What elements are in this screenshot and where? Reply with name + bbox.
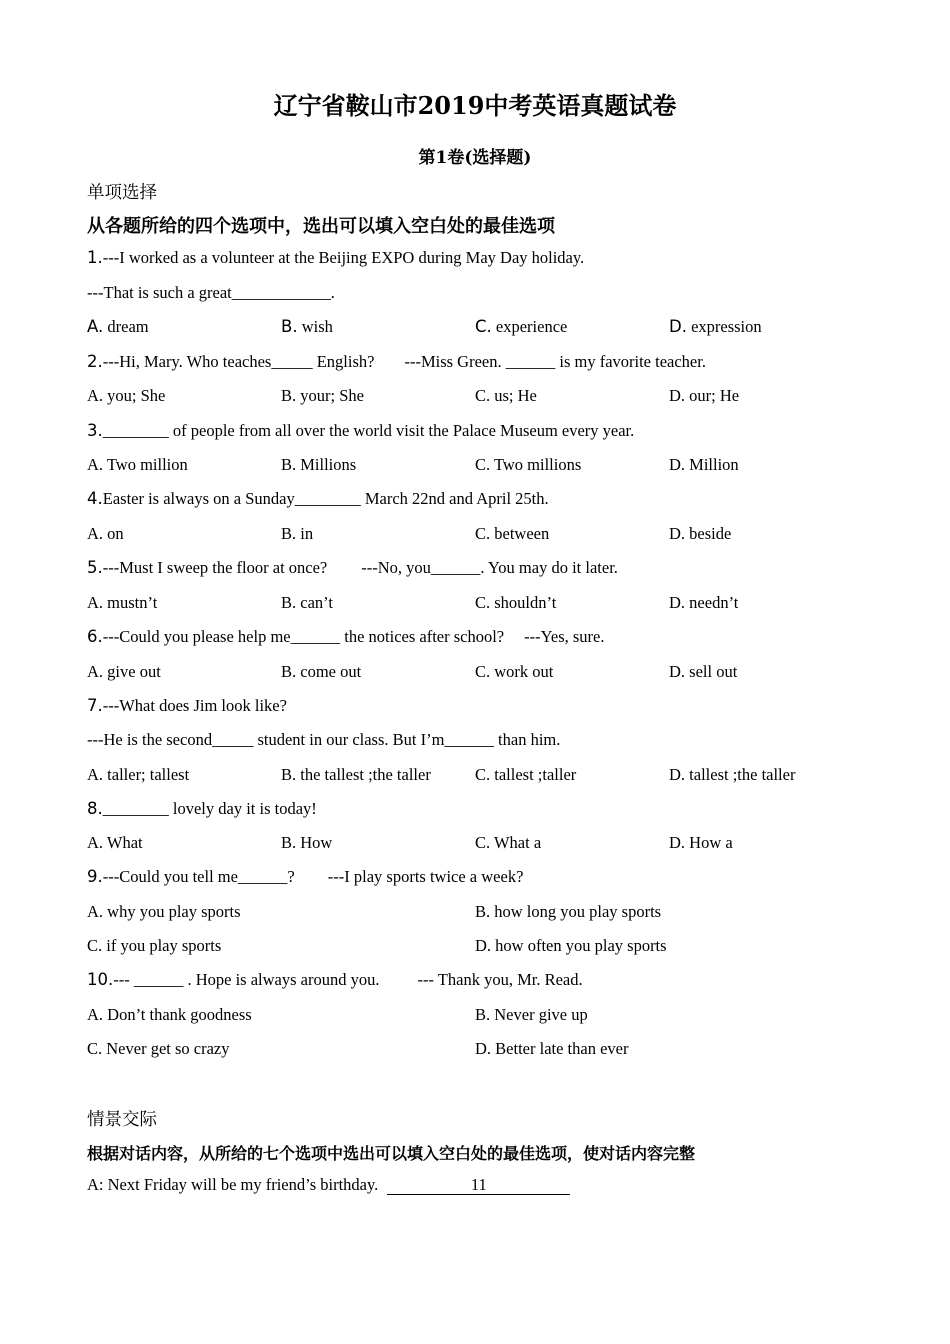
option-d: D. How a (669, 833, 733, 852)
question-3-line: 3.________ of people from all over the world visit the Palace Museum every year. (87, 421, 635, 440)
option-a: A. you; She (87, 386, 166, 405)
question-7-options (87, 765, 867, 787)
option-b: B. can’t (281, 593, 333, 612)
option-b: B. how long you play sports (475, 902, 662, 921)
question-10-options-row-2 (87, 1039, 867, 1061)
option-d: D. our; He (669, 386, 740, 405)
option-b: B. Millions (281, 455, 357, 474)
option-c: C. Never get so crazy (87, 1039, 230, 1058)
question-10-options-row-1 (87, 1005, 867, 1027)
option-b: B. wish (281, 317, 333, 336)
option-c: C. between (475, 524, 550, 543)
option-b: B. Never give up (475, 1005, 588, 1024)
option-c: C. tallest ;taller (475, 765, 577, 784)
option-b: B. come out (281, 662, 362, 681)
question-5-options (87, 593, 867, 615)
section-heading-single-choice: 单项选择 (87, 183, 157, 203)
option-d: D. expression (669, 317, 762, 336)
option-a: A. Don’t thank goodness (87, 1005, 252, 1024)
option-c: C. Two millions (475, 455, 582, 474)
option-b: B. your; She (281, 386, 364, 405)
option-d: D. Better late than ever (475, 1039, 629, 1058)
option-a: A. give out (87, 662, 161, 681)
option-b: B. How (281, 833, 333, 852)
option-a: A. on (87, 524, 124, 543)
option-c: C. us; He (475, 386, 537, 405)
section-2-instruction: 根据对话内容，从所给的七个选项中选出可以填入空白处的最佳选项，使对话内容完整 (87, 1144, 696, 1163)
option-a: A. why you play sports (87, 902, 241, 921)
question-2-line: 2.---Hi, Mary. Who teaches_____ English? ---Miss Green. ______ is my favorite teacher. (87, 352, 706, 371)
volume-subtitle: 第1卷(选择题) (418, 148, 532, 168)
option-d: D. tallest ;the taller (669, 765, 796, 784)
dialogue-line-a: A: Next Friday will be my friend’s birthday. 11 (87, 1175, 570, 1195)
option-c: C. What a (475, 833, 542, 852)
question-9-options-row-1 (87, 902, 867, 924)
question-8-line: 8.________ lovely day it is today! (87, 799, 317, 818)
question-3-options (87, 455, 867, 477)
option-d: D. sell out (669, 662, 738, 681)
option-d: D. needn’t (669, 593, 739, 612)
question-4-options (87, 524, 867, 546)
question-4-line: 4.Easter is always on a Sunday________ March 22nd and April 25th. (87, 489, 549, 508)
question-9-line: 9.---Could you tell me______? ---I play sports twice a week? (87, 867, 524, 886)
option-c: C. if you play sports (87, 936, 222, 955)
option-d: D. how often you play sports (475, 936, 667, 955)
question-number: 1. (87, 248, 103, 267)
question-1-line-2: ---That is such a great____________. (87, 283, 335, 302)
option-c: C. shouldn’t (475, 593, 557, 612)
question-9-options-row-2 (87, 936, 867, 958)
option-c: C. work out (475, 662, 554, 681)
option-a: A. taller; tallest (87, 765, 190, 784)
question-2-options (87, 386, 867, 408)
question-5-line: 5.---Must I sweep the floor at once? ---No, you______. You may do it later. (87, 558, 618, 577)
option-a: A. dream (87, 317, 149, 336)
question-6-options (87, 662, 867, 684)
section-heading-situational-dialogue: 情景交际 (87, 1110, 157, 1130)
option-d: D. beside (669, 524, 732, 543)
question-6-line: 6.---Could you please help me______ the notices after school? ---Yes, sure. (87, 627, 605, 646)
question-1-options (87, 317, 867, 339)
question-7-line-2: ---He is the second_____ student in our class. But I’m______ than him. (87, 730, 561, 749)
answer-blank-11: 11 (387, 1176, 570, 1195)
option-a: A. What (87, 833, 143, 852)
question-7-line-1: 7.---What does Jim look like? (87, 696, 287, 715)
question-1-line-1: 1.---I worked as a volunteer at the Beijing EXPO during May Day holiday. (87, 248, 585, 267)
option-b: B. in (281, 524, 314, 543)
question-10-line: 10.--- ______ . Hope is always around you. --- Thank you, Mr. Read. (87, 970, 583, 989)
option-a: A. mustn’t (87, 593, 158, 612)
page-title: 辽宁省鞍山市2019中考英语真题试卷 (273, 91, 677, 120)
question-8-options (87, 833, 867, 855)
option-b: B. the tallest ;the taller (281, 765, 431, 784)
option-c: C. experience (475, 317, 568, 336)
section-instruction: 从各题所给的四个选项中，选出可以填入空白处的最佳选项 (87, 216, 555, 237)
option-d: D. Million (669, 455, 739, 474)
option-a: A. Two million (87, 455, 188, 474)
